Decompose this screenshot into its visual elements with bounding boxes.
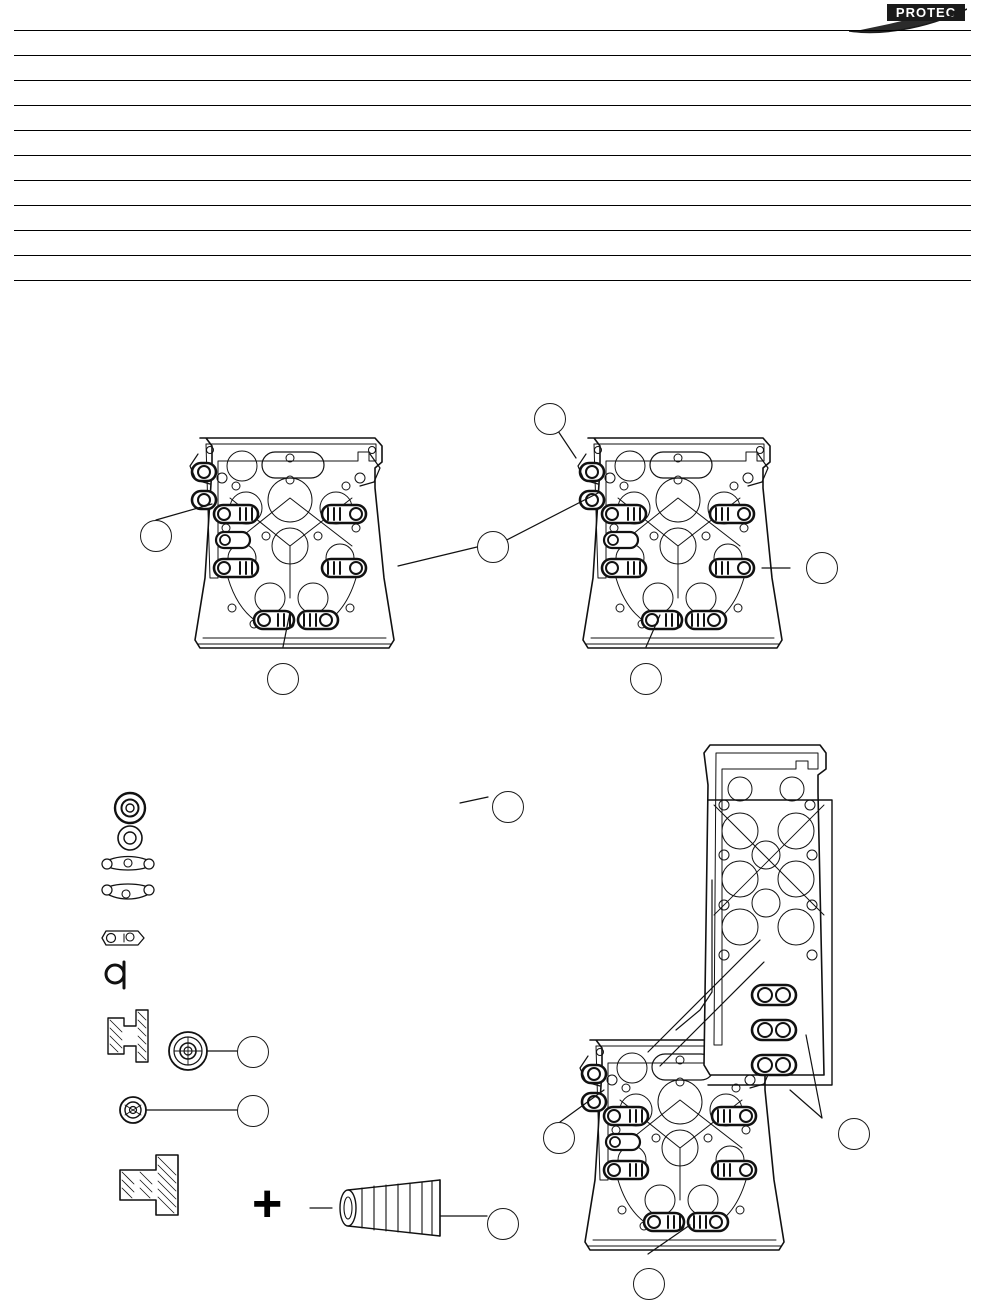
table-row xyxy=(14,106,971,131)
callout-bubble-7[interactable] xyxy=(492,791,524,823)
plus-symbol: + xyxy=(252,1175,283,1233)
callout-bubble-6[interactable] xyxy=(630,663,662,695)
callout-bubble-12[interactable] xyxy=(838,1118,870,1150)
callout-bubble-2[interactable] xyxy=(267,663,299,695)
svg-text:PROTEC: PROTEC xyxy=(895,5,957,20)
table-row xyxy=(14,181,971,206)
table-row xyxy=(14,131,971,156)
table-row xyxy=(14,231,971,256)
table-row xyxy=(14,30,971,56)
table-row xyxy=(14,156,971,181)
table-row xyxy=(14,81,971,106)
callout-bubble-1[interactable] xyxy=(140,520,172,552)
table-row xyxy=(14,256,971,281)
callout-bubble-3[interactable] xyxy=(477,531,509,563)
callout-bubble-11[interactable] xyxy=(543,1122,575,1154)
callout-bubble-10[interactable] xyxy=(487,1208,519,1240)
spec-table xyxy=(14,30,971,281)
callout-bubble-5[interactable] xyxy=(806,552,838,584)
table-row xyxy=(14,206,971,231)
table-row xyxy=(14,56,971,81)
callout-bubble-9[interactable] xyxy=(237,1095,269,1127)
callout-bubble-4[interactable] xyxy=(534,403,566,435)
callout-bubble-8[interactable] xyxy=(237,1036,269,1068)
callout-bubble-13[interactable] xyxy=(633,1268,665,1300)
